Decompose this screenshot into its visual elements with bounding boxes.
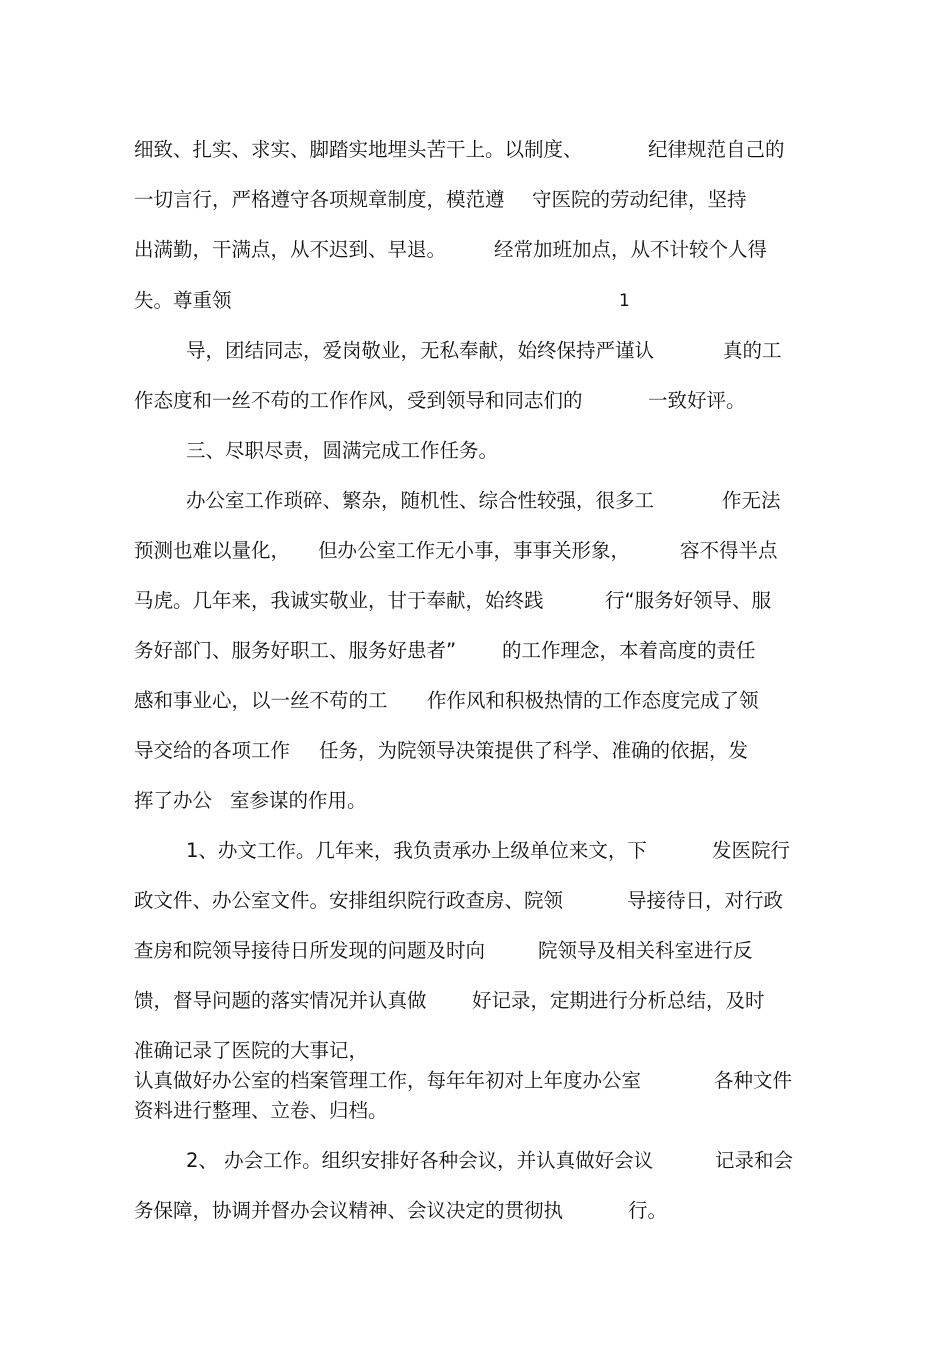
text-segment: 务好部门、服务好职工、服务好患者” (134, 639, 457, 662)
text-line (134, 836, 814, 866)
text-segment: 各种文件 (714, 1069, 793, 1092)
text-segment: 感和事业心，以一丝不苟的工 (134, 689, 388, 712)
text-segment: 一致好评。 (648, 389, 746, 412)
text-segment: 的工作理念，本着高度的责任 (502, 639, 756, 662)
text-segment: 室参谋的作用。 (230, 789, 367, 812)
text-segment: 院领导及相关科室进行反 (538, 939, 753, 962)
text-segment: 发医院行 (712, 839, 791, 862)
text-segment: 预测也难以量化， (134, 539, 291, 562)
text-line (134, 936, 814, 966)
text-line (134, 135, 814, 165)
text-segment: 行。 (628, 1199, 668, 1222)
text-segment: 作态度和一丝不苟的工作作风，受到领导和同志们的 (134, 389, 583, 412)
text-segment: 作作风和积极热情的工作态度完成了领 (427, 689, 759, 712)
text-line (134, 436, 814, 466)
text-segment: 1、办文工作。几年来，我负责承办上级单位来文，下 (186, 839, 647, 862)
text-segment: 纪律规范自己的 (648, 138, 785, 161)
text-line (134, 536, 814, 566)
text-segment: 办公室工作琐碎、繁杂，随机性、综合性较强，很多工 (186, 489, 655, 512)
text-line (134, 386, 814, 416)
text-segment: 认真做好办公室的档案管理工作，每年年初对上年度办公室 (134, 1069, 642, 1092)
text-line (134, 1096, 814, 1126)
text-line (134, 336, 814, 366)
text-line (134, 786, 814, 816)
text-line (134, 235, 814, 265)
text-segment: 守医院的劳动纪律，坚持 (532, 188, 747, 211)
text-segment: 导，团结同志，爱岗敬业，无私奉献，始终保持严谨认 (186, 339, 655, 362)
text-line (134, 586, 814, 616)
text-line (134, 1196, 814, 1226)
text-segment: 记录和会 (715, 1149, 794, 1172)
text-line (134, 886, 814, 916)
text-segment: 出满勤，干满点，从不迟到、早退。 (134, 238, 447, 261)
text-segment: 资料进行整理、立卷、归档。 (134, 1099, 388, 1122)
text-segment: 经常加班加点，从不计较个人得 (494, 238, 768, 261)
text-segment: 真的工 (723, 339, 782, 362)
text-segment: 导接待日，对行政 (627, 889, 784, 912)
text-segment: 2、 办会工作。组织安排好各种会议，并认真做好会议 (186, 1149, 654, 1172)
text-line (134, 636, 814, 666)
text-segment: 容不得半点 (680, 539, 778, 562)
text-segment: 好记录，定期进行分析总结，及时 (472, 989, 765, 1012)
text-segment: 查房和院领导接待日所发现的问题及时向 (134, 939, 486, 962)
text-segment: 行“服务好领导、服 (605, 589, 772, 612)
text-segment: 政文件、办公室文件。安排组织院行政查房、院领 (134, 889, 564, 912)
text-segment: 失。尊重领 (134, 289, 232, 312)
text-line (134, 1066, 814, 1096)
text-segment: 一切言行，严格遵守各项规章制度，模范遵 (134, 188, 505, 211)
text-segment: 导交给的各项工作 (134, 739, 291, 762)
text-segment: 但办公室工作无小事，事事关形象， (318, 539, 631, 562)
text-segment: 三、尽职尽责，圆满完成工作任务。 (186, 439, 499, 462)
text-segment: 务保障，协调并督办会议精神、会议决定的贯彻执 (134, 1199, 564, 1222)
text-line (134, 486, 814, 516)
text-segment: 马虎。几年来，我诚实敬业，甘于奉献，始终践 (134, 589, 544, 612)
text-line (134, 185, 814, 215)
text-segment: 挥了办公 (134, 789, 213, 812)
text-line (134, 986, 814, 1016)
text-line (134, 1036, 814, 1066)
text-line (134, 736, 814, 766)
text-line (134, 686, 814, 716)
text-line (134, 1146, 814, 1176)
text-segment: 馈，督导问题的落实情况并认真做 (134, 989, 427, 1012)
text-segment: 任务，为院领导决策提供了科学、准确的依据，发 (319, 739, 749, 762)
page-number: 1 (619, 291, 630, 311)
text-segment: 细致、扎实、求实、脚踏实地埋头苦干上。以制度、 (134, 138, 583, 161)
text-line (134, 286, 814, 316)
text-segment: 作无法 (722, 489, 781, 512)
text-segment: 准确记录了医院的大事记， (134, 1039, 369, 1062)
